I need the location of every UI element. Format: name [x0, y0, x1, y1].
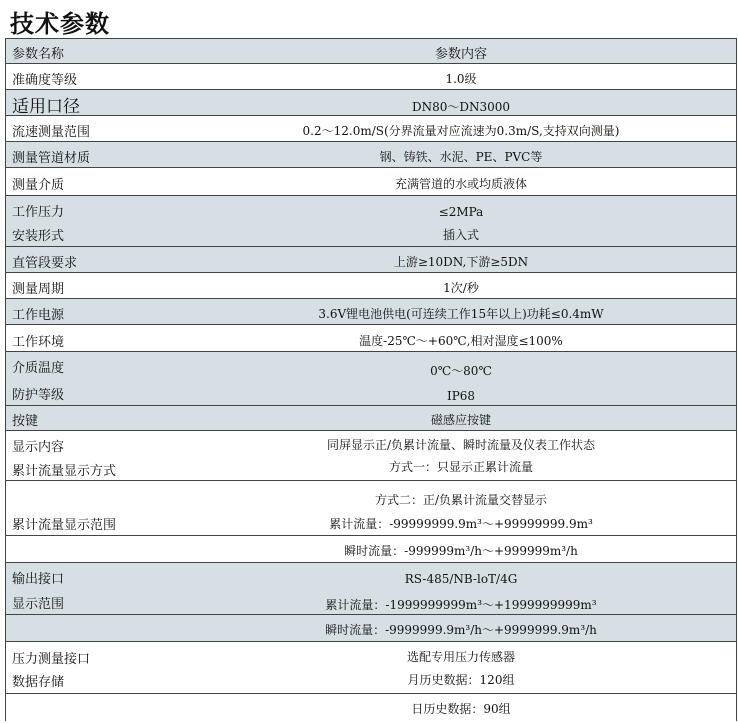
row-label: 直管段要求	[12, 256, 78, 271]
table-row	[6, 168, 736, 196]
row-label: 累计流量显示范围	[12, 518, 117, 533]
table-row	[6, 352, 736, 406]
table-header-row	[6, 39, 736, 64]
row-value-secondary: 方式一：只显示正累计流量	[388, 460, 533, 474]
row-label: 测量管道材质	[12, 151, 91, 166]
row-value-secondary: 累计流量：-99999999.9m³～+99999999.9m³	[329, 517, 593, 531]
row-value: 上游≥10DN,下游≥5DN	[393, 255, 529, 269]
table-row	[6, 64, 736, 90]
row-value: 同屏显示正/负累计流量、瞬时流量及仪表工作状态	[326, 438, 596, 452]
table-row	[6, 563, 736, 615]
row-value: 1.0级	[445, 72, 477, 86]
row-label: 工作环境	[12, 335, 65, 350]
row-label: 压力测量接口	[12, 652, 91, 667]
table-row	[6, 142, 736, 168]
row-value: 瞬时流量：-9999999.9m³/h～+9999999.9m³/h	[325, 623, 597, 637]
table-row	[6, 116, 736, 142]
row-value-secondary: 累计流量：-1999999999m³～+1999999999m³	[325, 598, 597, 612]
row-label: 显示内容	[12, 440, 65, 455]
row-value: 钢、铸铁、水泥、PE、PVC等	[379, 150, 543, 164]
row-value-secondary: 月历史数据：120组	[407, 673, 515, 687]
row-value: RS-485/NB-loT/4G	[404, 572, 518, 586]
row-value: 瞬时流量：-999999m³/h～+999999m³/h	[344, 544, 578, 558]
table-row	[6, 196, 736, 247]
row-value: ≤2MPa	[438, 205, 484, 219]
table-row	[6, 536, 736, 563]
spec-table	[5, 38, 737, 721]
row-label-secondary: 显示范围	[12, 597, 65, 612]
row-label: 工作电源	[12, 308, 65, 323]
row-label: 流速测量范围	[12, 125, 91, 140]
row-label: 测量周期	[12, 282, 65, 297]
header-content-cell: 参数内容	[434, 47, 487, 62]
row-value: 方式二：正/负累计流量交替显示	[374, 493, 548, 507]
row-label-secondary: 安装形式	[12, 229, 65, 244]
row-label: 准确度等级	[12, 73, 78, 88]
page-title: 技术参数	[10, 10, 110, 38]
row-value: 3.6V锂电池供电(可连续工作15年以上)功耗≤0.4mW	[318, 307, 604, 321]
header-name-cell: 参数名称	[12, 47, 65, 62]
row-label: 工作压力	[12, 205, 65, 220]
row-value: 0℃～80℃	[430, 364, 492, 378]
row-label: 介质温度	[12, 361, 65, 376]
row-label: 测量介质	[12, 178, 65, 193]
row-label-secondary: 防护等级	[12, 388, 65, 403]
table-row	[6, 481, 736, 536]
row-value: 0.2～12.0m/S(分界流量对应流速为0.3m/S,支持双向测量)	[302, 124, 620, 138]
row-label: 输出接口	[12, 572, 65, 587]
table-row	[6, 325, 736, 352]
table-row	[6, 694, 736, 721]
row-value-secondary: IP68	[446, 389, 476, 403]
table-row	[6, 247, 736, 273]
row-value-secondary: 插入式	[442, 228, 479, 242]
table-row	[6, 273, 736, 299]
row-value: 1次/秒	[443, 281, 479, 295]
table-row	[6, 615, 736, 642]
row-label-secondary: 累计流量显示方式	[12, 464, 117, 479]
table-row	[6, 642, 736, 694]
table-row	[6, 406, 736, 431]
table-row	[6, 299, 736, 325]
row-value: 温度-25℃～+60℃,相对湿度≤100%	[359, 334, 563, 348]
table-row	[6, 431, 736, 481]
row-value: DN80～DN3000	[411, 100, 511, 114]
row-value: 磁感应按键	[430, 413, 491, 427]
row-value: 日历史数据：90组	[411, 702, 511, 716]
row-label: 适用口径	[12, 97, 80, 117]
row-value: 充满管道的水或均质液体	[394, 177, 527, 191]
row-label: 按键	[12, 414, 39, 429]
row-label-secondary: 数据存储	[12, 675, 65, 690]
row-value: 选配专用压力传感器	[406, 650, 515, 664]
table-row	[6, 90, 736, 116]
